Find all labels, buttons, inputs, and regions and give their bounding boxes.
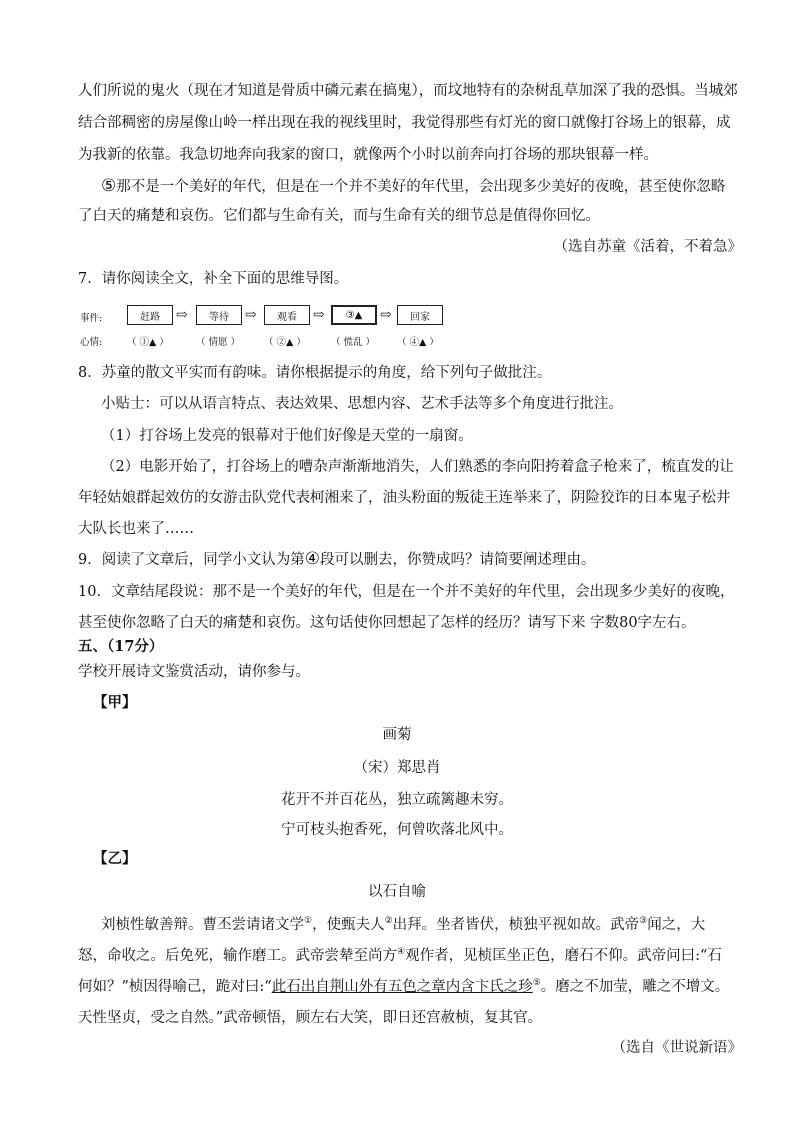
prose-line-4: 天性坚贞，受之自然。”武帝顿悟，顾左右大笑，即日还宫赦桢，复其官。	[78, 1010, 543, 1026]
question-9: 9．阅读了文章后，同学小文认为第④段可以删去，你赞成吗？请简要阐述理由。	[78, 549, 596, 569]
arrow-icon: ⇨	[313, 307, 325, 323]
footnote-marker: ③	[639, 916, 648, 926]
mood-3: （ ②▲ ）	[264, 337, 306, 348]
passage-line-1: 人们所说的鬼火（现在才知道是骨质中磷元素在搞鬼），而坟地特有的杂树乱草加深了我的恐惧。当城郊	[78, 83, 738, 99]
question-8-sentence-2-line-2: 年轻姑娘群起效仿的女游击队党代表柯湘来了，油头粉面的叛徒王连举来了，阴险狡诈的日本鬼子松井	[78, 490, 731, 506]
question-8: 8．苏童的散文平实而有韵味。请你根据提示的角度，给下列句子做批注。	[78, 365, 552, 381]
prose-line-1: 刘桢性敏善辩。曹丕尝请诸文学①，使甄夫人②出拜。坐者皆伏，桢独平视如故。武帝③闻之，大	[101, 916, 706, 933]
event-box-5: 回家	[397, 305, 443, 325]
event-box-4: ③▲	[331, 305, 377, 325]
arrow-icon: ⇨	[176, 307, 188, 323]
mood-5: （ ④▲ ）	[397, 337, 439, 348]
arrow-icon: ⇨	[245, 307, 257, 323]
paragraph-number: ④	[304, 549, 320, 569]
question-8-sentence-2-line-3: 大队长也来了……	[78, 521, 194, 537]
event-box-1: 赶路	[127, 305, 173, 325]
passage-line-2: 结合部稠密的房屋像山岭一样出现在我的视线里时，我觉得那些有灯光的窗口就像打谷场上的银幕，成	[78, 115, 731, 131]
paragraph-5-line-2: 了白天的痛楚和哀伤。它们都与生命有关，而与生命有关的细节总是值得你回忆。	[78, 208, 600, 224]
part-jia-label: 【甲】	[93, 694, 137, 711]
question-10-line-1: 10．文章结尾段说：那不是一个美好的年代，但是在一个并不美好的年代里，会出现多少美好的夜晚，	[78, 584, 735, 600]
footnote-marker: ①	[304, 916, 313, 926]
poem-line-2: 宁可枝头抱香死，何曾吹落北风中。	[281, 822, 513, 838]
question-8-tip: 小贴士：可以从语言特点、表达效果、思想内容、艺术手法等多个角度进行批注。	[101, 396, 623, 412]
mood-2: （ 情愿 ）	[196, 337, 241, 348]
event-box-2: 等待	[196, 305, 242, 325]
footnote-marker: ④	[397, 947, 406, 957]
passage-line-3: 为我新的依靠。我急切地奔向我家的窗口，就像两个小时以前奔向打谷场的那块银幕一样。	[78, 147, 658, 163]
mindmap-events-label: 事件:	[80, 313, 103, 324]
part-yi-label: 【乙】	[93, 850, 137, 867]
question-7: 7．请你阅读全文，补全下面的思维导图。	[78, 271, 349, 287]
question-10-line-2: 甚至使你忽略了白天的痛楚和哀伤。这句话使你回想起了怎样的经历？请写下来 字数80字左右。	[78, 615, 696, 631]
prose-line-3: 何如？”桢因得喻己，跪对曰:“此石出自荆山外有五色之章内含卞氏之珍⑤。磨之不加莹，雕之不增文。	[78, 978, 730, 995]
poem-title: 画菊	[382, 727, 412, 743]
poem-author: （宋）郑思肖	[353, 760, 441, 776]
prose-line-2: 怒，命收之。后免死，输作磨工。武帝尝辇至尚方④观作者，见桢匡坐正色，磨石不仰。武帝问曰:“石	[78, 947, 722, 964]
paragraph-number: ⑤	[101, 176, 117, 196]
section-5-heading: 五、（17分）	[78, 638, 164, 655]
prose-source: （选自《世说新语》	[611, 1040, 742, 1056]
underlined-sentence: 此石出自荆山外有五色之章内含卞氏之珍	[271, 978, 533, 995]
footnote-marker: ②	[384, 916, 393, 926]
prose-title: 以石自喻	[368, 884, 426, 900]
footnote-marker: ⑤	[532, 978, 541, 988]
section-5-intro: 学校开展诗文鉴赏活动，请你参与。	[78, 664, 310, 680]
arrow-icon: ⇨	[380, 307, 392, 323]
paragraph-5-line-1: ⑤那不是一个美好的年代，但是在一个并不美好的年代里，会出现多少美好的夜晚，甚至使你忽略	[101, 176, 726, 196]
mood-1: （ ①▲ ）	[127, 337, 169, 348]
event-box-3: 观看	[264, 305, 310, 325]
passage-source: （选自苏童《活着，不着急》	[553, 239, 742, 255]
mindmap-mood-label: 心情:	[80, 337, 103, 348]
poem-line-1: 花开不并百花丛，独立疏篱趣未穷。	[281, 792, 513, 808]
question-8-sentence-1: （1）打谷场上发亮的银幕对于他们好像是天堂的一扇窗。	[101, 428, 473, 444]
mood-4: （ 慌乱 ）	[331, 337, 376, 348]
question-8-sentence-2-line-1: （2）电影开始了，打谷场上的嘈杂声渐渐地消失，人们熟悉的李向阳挎着盒子枪来了，梳直发的让	[101, 459, 734, 475]
